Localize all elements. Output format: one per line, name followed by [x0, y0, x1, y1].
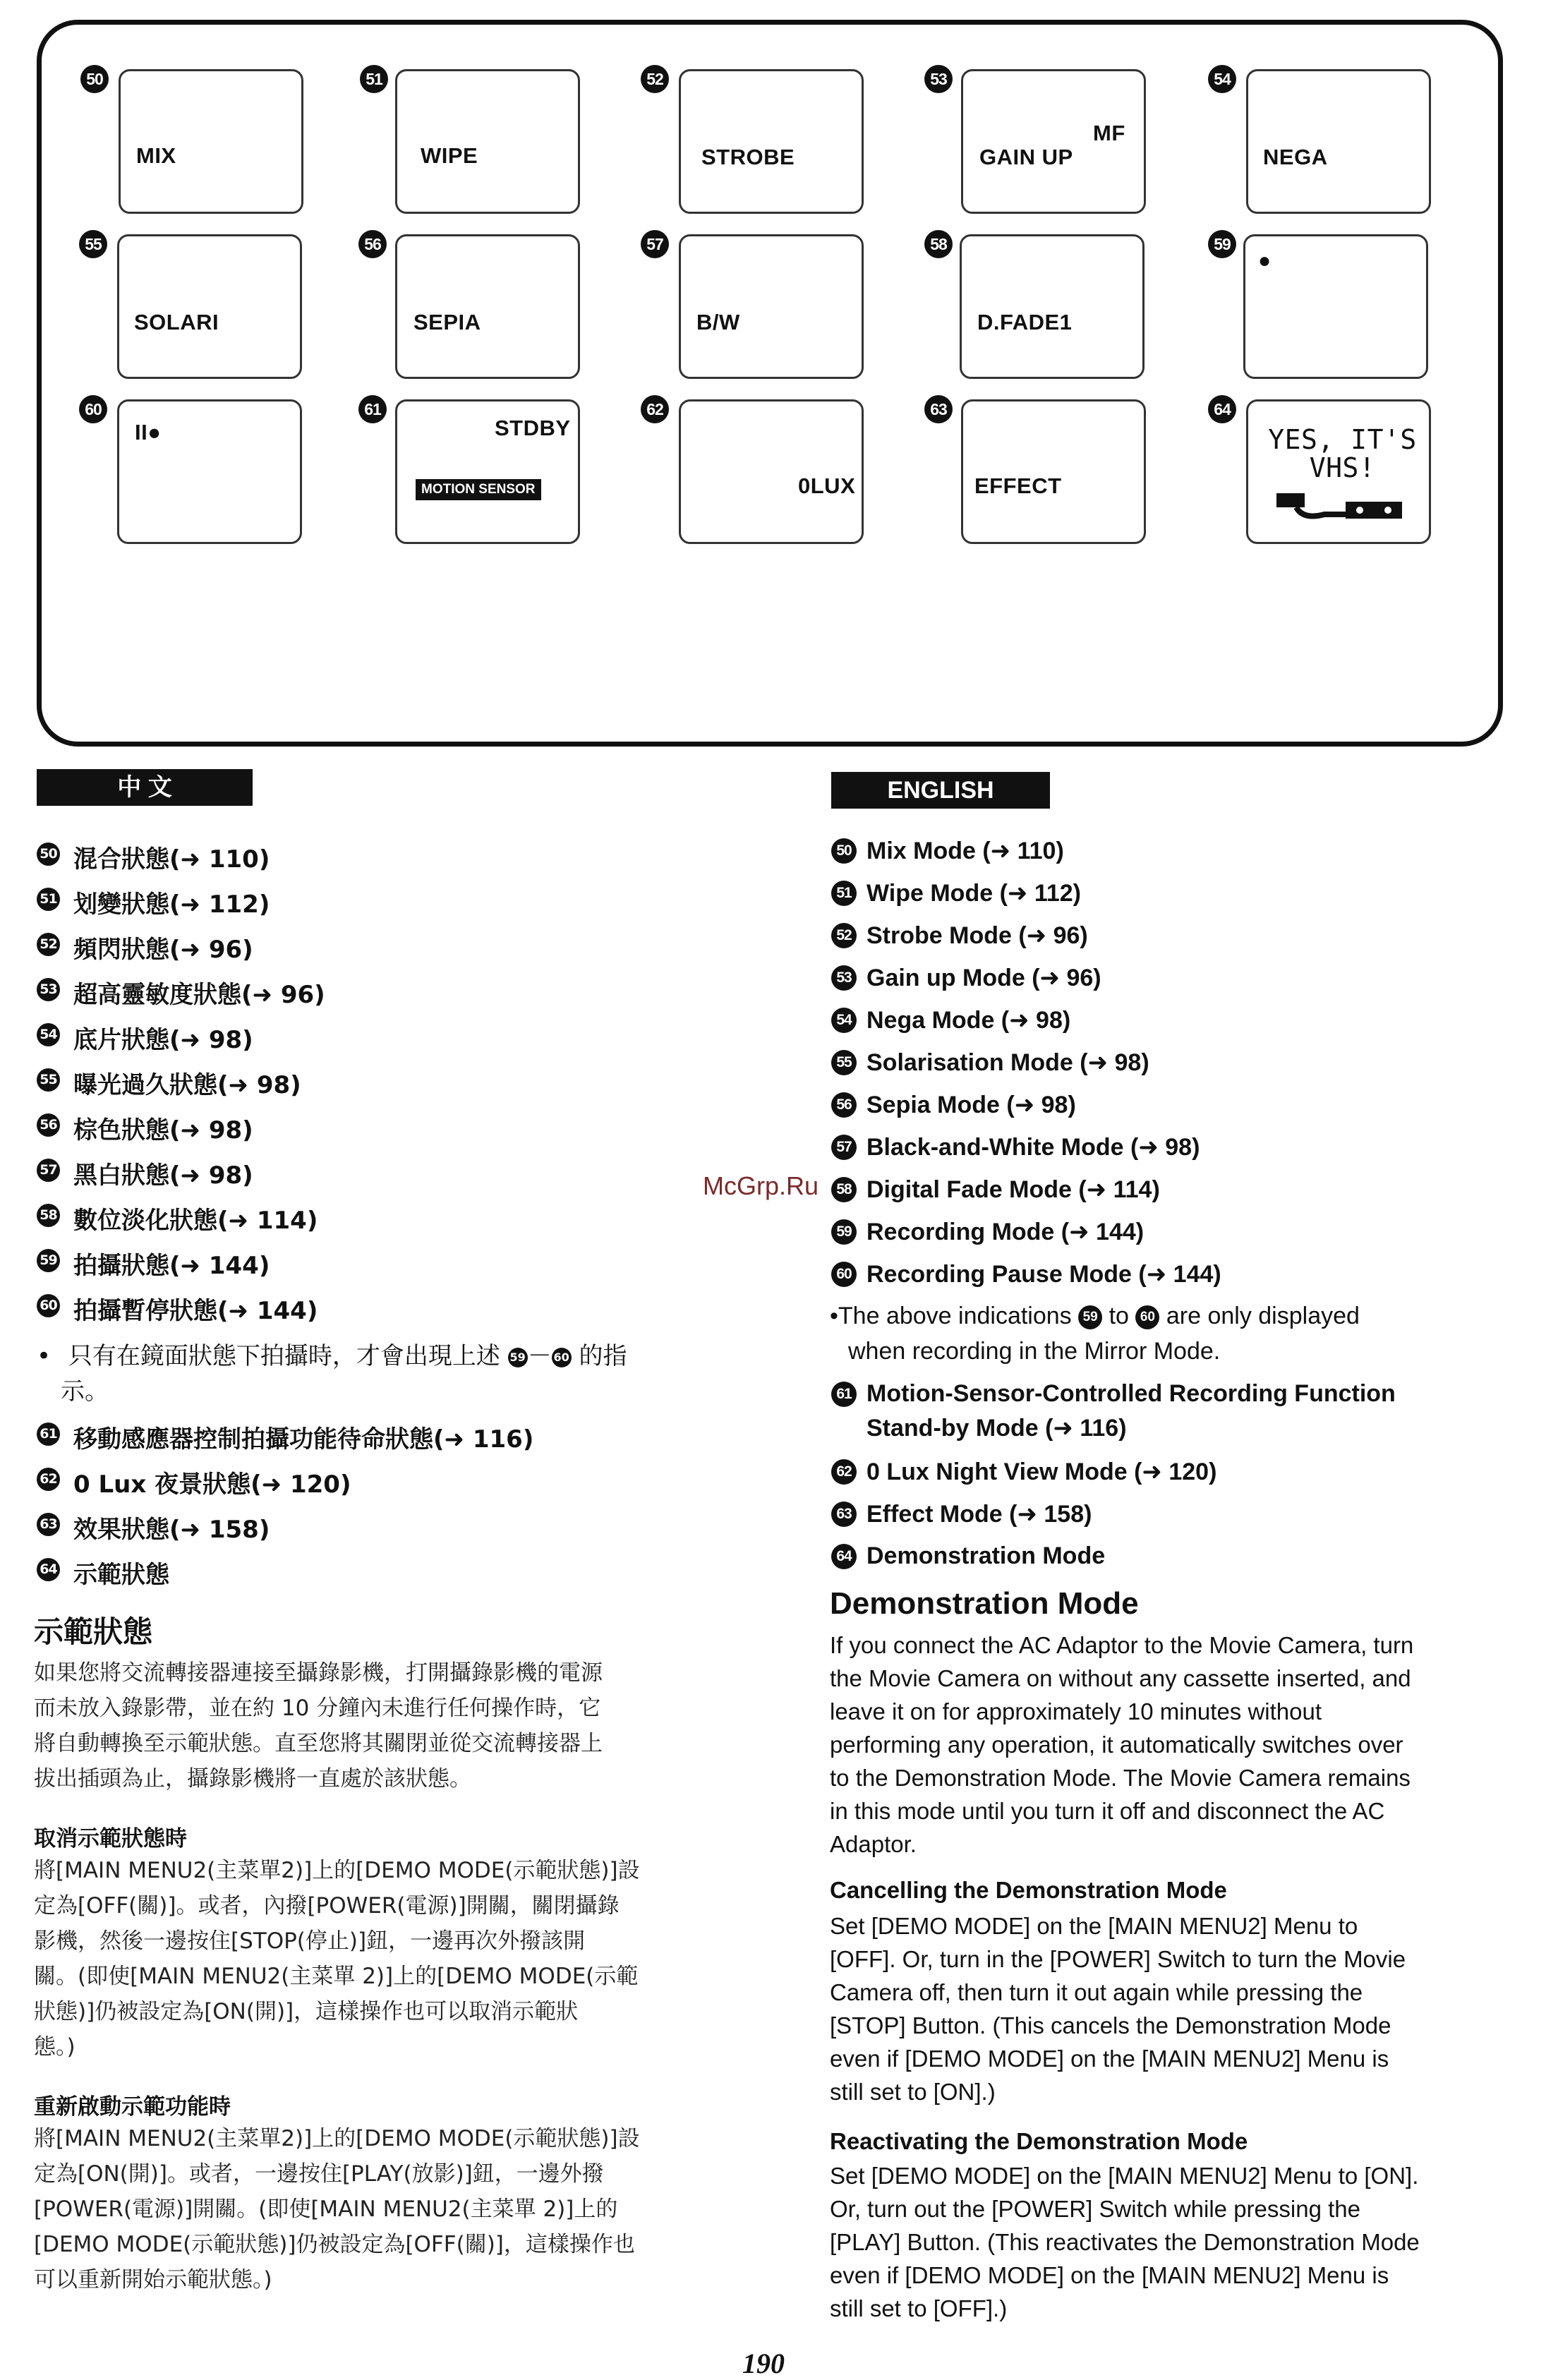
item-label: Solarisation Mode (➜ 98): [866, 1049, 1149, 1076]
item-label: Recording Mode (➜ 144): [866, 1219, 1145, 1245]
en-cancel-paragraph: [830, 1909, 1406, 2108]
text-line: 可以重新開始示範狀態。): [34, 2267, 272, 2293]
marker-52: 52: [641, 65, 669, 93]
screen-demo: [1246, 399, 1431, 544]
marker-53: 53: [924, 65, 953, 93]
item-label: 黑白狀態(➜ 98): [73, 1161, 253, 1190]
text-line: [POWER(電源)]開關。(即使[MAIN MENU2(主菜單 2)]上的: [34, 2197, 618, 2222]
marker-55: 55: [831, 1050, 857, 1075]
text-line: [DEMO MODE(示範狀態)]仍被設定為[OFF(關)]，這樣操作也: [34, 2232, 635, 2257]
screen-label: EFFECT: [974, 473, 1062, 498]
screen-motion-sensor: [395, 399, 580, 544]
note-text: The above indications: [838, 1303, 1072, 1329]
screen-gain-up: [961, 69, 1146, 214]
text-line: 拔出插頭為止，攝錄影機將一直處於該狀態。: [34, 1766, 471, 1792]
screen-extra: MF: [1093, 121, 1125, 145]
item-label: Motion-Sensor-Controlled Recording Function: [866, 1380, 1396, 1407]
motion-sensor-badge: MOTION SENSOR: [416, 479, 541, 500]
text-line: 將[MAIN MENU2(主菜單2)]上的[DEMO MODE(示範狀態)]設: [34, 1858, 640, 1883]
marker-57: 57: [37, 1159, 60, 1182]
text-line: Camera off, then turn it out again while pressing the: [830, 1979, 1363, 2005]
marker-62: 62: [37, 1468, 60, 1491]
marker-61: 61: [831, 1382, 857, 1407]
marker-62: 62: [831, 1459, 857, 1485]
screen-label: STDBY: [495, 416, 571, 440]
marker-54: 54: [37, 1023, 60, 1046]
text-line: 狀態)]仍被設定為[ON(開)]，這樣操作也可以取消示範狀: [34, 1999, 579, 2024]
screen-strobe: [679, 69, 864, 214]
zh-mirror-note-cont: 示。: [61, 1377, 109, 1406]
marker-58: 58: [924, 230, 953, 258]
item-label: 拍攝暫停狀態(➜ 144): [73, 1297, 318, 1325]
en-reactivate-paragraph: [830, 2159, 1420, 2325]
text-line: 將[MAIN MENU2(主菜單2)]上的[DEMO MODE(示範狀態)]設: [34, 2126, 640, 2151]
item-label: Black-and-White Mode (➜ 98): [866, 1134, 1200, 1161]
item-label: 效果狀態(➜ 158): [73, 1516, 270, 1544]
zh-cancel-heading: 取消示範狀態時: [34, 1826, 187, 1852]
marker-63: 63: [924, 395, 953, 423]
marker-63: 63: [37, 1513, 60, 1536]
marker-52: 52: [831, 923, 857, 948]
marker-60: 60: [1135, 1305, 1159, 1329]
marker-64: 64: [1208, 395, 1236, 423]
text-line: the Movie Camera on without any cassette inserted, and: [830, 1665, 1411, 1691]
bullet: •: [830, 1303, 838, 1329]
marker-59: 59: [1078, 1305, 1102, 1329]
zh-intro-paragraph: [34, 1655, 603, 1796]
screen-label: SEPIA: [413, 310, 481, 334]
marker-51: 51: [37, 888, 60, 911]
marker-50: 50: [37, 842, 60, 866]
text-line: 定為[OFF(關)]。或者，內撥[POWER(電源)]開關，關閉攝錄: [34, 1893, 620, 1919]
item-label: 曝光過久狀態(➜ 98): [73, 1071, 301, 1099]
item-label: 頻閃狀態(➜ 96): [73, 936, 253, 964]
screen-recording: [1243, 234, 1428, 379]
marker-59: 59: [508, 1348, 528, 1367]
item-label: 0 Lux Night View Mode (➜ 120): [866, 1458, 1217, 1485]
screen-label: II●: [135, 420, 162, 445]
marker-58: 58: [37, 1204, 60, 1227]
en-mirror-note-cont: when recording in the Mirror Mode.: [848, 1338, 1221, 1365]
screen-label: GAIN UP: [979, 145, 1073, 169]
item-label: 棕色狀態(➜ 98): [73, 1116, 253, 1144]
marker-59: 59: [37, 1249, 60, 1272]
screen-wipe: [395, 69, 580, 214]
marker-63: 63: [831, 1502, 857, 1527]
marker-61: 61: [37, 1422, 60, 1446]
screen-solari: [117, 234, 302, 379]
marker-57: 57: [641, 230, 669, 258]
screen-mix: [119, 69, 303, 214]
screen-bw: [679, 234, 864, 379]
marker-53: 53: [831, 965, 857, 991]
marker-62: 62: [641, 395, 669, 423]
text-line: 影機，然後一邊按住[STOP(停止)]鈕，一邊再次外撥該開: [34, 1928, 586, 1954]
item-label: 示範狀態: [73, 1561, 169, 1589]
item-label: Strobe Mode (➜ 96): [866, 922, 1088, 949]
item-label: Demonstration Mode: [866, 1542, 1106, 1569]
item-label: Wipe Mode (➜ 112): [866, 880, 1082, 907]
zh-reactivate-paragraph: [34, 2121, 640, 2297]
note-dash: －: [527, 1342, 552, 1370]
text-line: even if [DEMO MODE] on the [MAIN MENU2] Menu is: [830, 2262, 1389, 2288]
text-line: 關。(即使[MAIN MENU2(主菜單 2)]上的[DEMO MODE(示範: [34, 1964, 639, 1989]
note-text: 只有在鏡面狀態下拍攝時，才會出現上述: [68, 1342, 500, 1370]
chinese-header: 中 文: [37, 769, 253, 806]
note-text: to: [1109, 1303, 1129, 1329]
item-label: 0 Lux 夜景狀態(➜ 120): [73, 1470, 351, 1499]
marker-55: 55: [79, 230, 107, 258]
marker-51: 51: [831, 881, 857, 906]
marker-57: 57: [831, 1135, 857, 1160]
item-label: 數位淡化狀態(➜ 114): [73, 1207, 318, 1235]
marker-54: 54: [831, 1008, 857, 1033]
marker-54: 54: [1208, 65, 1236, 93]
screen-dfade: [960, 234, 1145, 379]
text-line: Set [DEMO MODE] on the [MAIN MENU2] Menu to: [830, 1913, 1358, 1939]
en-intro-paragraph: [830, 1629, 1413, 1861]
screen-label: D.FADE1: [977, 310, 1073, 334]
screen-sepia: [395, 234, 580, 379]
item-label: 拍攝狀態(➜ 144): [73, 1252, 270, 1280]
marker-53: 53: [37, 978, 60, 1001]
screen-rec-pause: [117, 399, 302, 544]
screen-effect: [961, 399, 1146, 544]
text-line: leave it on for approximately 10 minutes without: [830, 1698, 1322, 1724]
text-line: 而未放入錄影帶，並在約 10 分鐘內未進行任何操作時，它: [34, 1696, 601, 1721]
en-mirror-note: [830, 1303, 1360, 1330]
text-line: to the Demonstration Mode. The Movie Camera remains: [830, 1765, 1411, 1791]
marker-60: 60: [37, 1294, 60, 1317]
watermark: McGrp.Ru: [703, 1171, 819, 1200]
marker-51: 51: [360, 65, 388, 93]
item-label: Sepia Mode (➜ 98): [866, 1092, 1076, 1118]
text-line: in this mode until you turn it off and disconnect the AC: [830, 1798, 1385, 1824]
text-line: [PLAY] Button. (This reactivates the Demonstration Mode: [830, 2229, 1420, 2255]
item-label: Stand-by Mode (➜ 116): [866, 1415, 1127, 1442]
text-line: [OFF]. Or, turn in the [POWER] Switch to turn the Movie: [830, 1946, 1406, 1972]
text-line: [STOP] Button. (This cancels the Demonstration Mode: [830, 2012, 1391, 2038]
item-label: Nega Mode (➜ 98): [866, 1007, 1071, 1034]
marker-56: 56: [358, 230, 387, 258]
zh-section-title: 示範狀態: [34, 1614, 153, 1649]
text-line: even if [DEMO MODE] on the [MAIN MENU2] Menu is: [830, 2046, 1389, 2072]
screen-nega: [1246, 69, 1431, 214]
marker-59: 59: [1208, 230, 1236, 258]
screen-label: B/W: [696, 310, 740, 334]
en-reactivate-heading: Reactivating the Demonstration Mode: [830, 2128, 1248, 2154]
text-line: If you connect the AC Adaptor to the Movie Camera, turn: [830, 1632, 1414, 1658]
en-cancel-heading: Cancelling the Demonstration Mode: [830, 1877, 1227, 1903]
note-text: 的指: [579, 1342, 627, 1370]
text-line: 如果您將交流轉接器連接至攝錄影機，打開攝錄影機的電源: [34, 1660, 603, 1686]
camera-cassette-graphic-icon: [1275, 486, 1409, 521]
note-text: are only displayed: [1166, 1303, 1360, 1329]
marker-56: 56: [831, 1092, 857, 1118]
item-label: Mix Mode (➜ 110): [866, 838, 1064, 864]
item-label: Gain up Mode (➜ 96): [866, 965, 1101, 991]
marker-50: 50: [80, 65, 109, 93]
marker-58: 58: [831, 1177, 857, 1202]
text-line: 定為[ON(開)]。或者，一邊按住[PLAY(放影)]鈕，一邊外撥: [34, 2161, 604, 2187]
marker-52: 52: [37, 933, 60, 956]
item-label: 混合狀態(➜ 110): [73, 845, 270, 874]
page-number: 190: [742, 2348, 785, 2379]
screen-0lux: [679, 399, 864, 544]
item-label: 划變狀態(➜ 112): [73, 890, 270, 919]
item-label: 超高靈敏度狀態(➜ 96): [73, 981, 325, 1009]
item-label: 移動感應器控制拍攝功能待命狀態(➜ 116): [73, 1425, 534, 1454]
marker-60: 60: [79, 395, 107, 423]
text-line: 態。): [34, 2034, 76, 2060]
demo-yes-its-vhs: YES, IT'S VHS!: [1268, 424, 1417, 483]
item-label: Effect Mode (➜ 158): [866, 1501, 1092, 1528]
screen-label: SOLARI: [134, 310, 219, 334]
screen-label: MIX: [136, 143, 176, 168]
marker-50: 50: [831, 838, 857, 864]
item-label: Digital Fade Mode (➜ 114): [866, 1176, 1160, 1203]
screen-label: WIPE: [421, 143, 478, 168]
item-label: Recording Pause Mode (➜ 144): [866, 1261, 1221, 1288]
marker-61: 61: [358, 395, 387, 423]
marker-56: 56: [37, 1113, 60, 1137]
zh-mirror-note: [37, 1336, 627, 1371]
zh-reactivate-heading: 重新啟動示範功能時: [34, 2094, 231, 2120]
screen-label: 0LUX: [798, 473, 856, 498]
text-line: Or, turn out the [POWER] Switch while pressing the: [830, 2196, 1360, 2222]
item-label: 底片狀態(➜ 98): [73, 1026, 253, 1054]
marker-55: 55: [37, 1068, 60, 1092]
text-line: 將自動轉換至示範狀態。直至您將其關閉並從交流轉接器上: [34, 1731, 603, 1756]
screen-label: NEGA: [1263, 145, 1328, 169]
screen-label: STROBE: [701, 145, 795, 169]
marker-60: 60: [552, 1348, 572, 1367]
text-line: Set [DEMO MODE] on the [MAIN MENU2] Menu to [ON].: [830, 2163, 1419, 2189]
text-line: performing any operation, it automatically switches over: [830, 1732, 1403, 1758]
marker-64: 64: [37, 1558, 60, 1581]
list-item-cont: [866, 1414, 1127, 1442]
text-line: still set to [OFF].): [830, 2295, 1008, 2321]
marker-64: 64: [831, 1544, 857, 1569]
record-dot: ●: [1258, 249, 1272, 272]
text-line: Adaptor.: [830, 1831, 917, 1857]
marker-60: 60: [831, 1262, 857, 1287]
bullet: •: [37, 1342, 52, 1370]
text-line: still set to [ON].): [830, 2079, 996, 2105]
english-header: ENGLISH: [831, 772, 1050, 809]
marker-59: 59: [831, 1219, 857, 1245]
en-section-title: Demonstration Mode: [830, 1586, 1139, 1621]
zh-cancel-paragraph: [34, 1853, 640, 2065]
